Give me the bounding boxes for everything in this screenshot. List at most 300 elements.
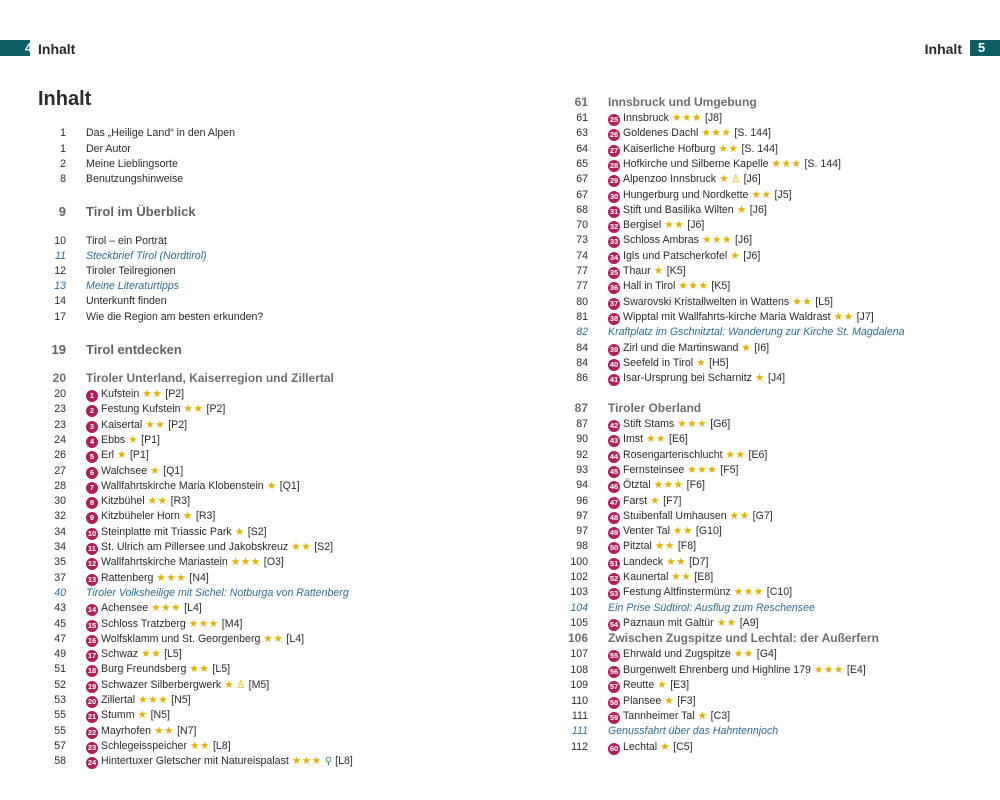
page-ref: 81 (576, 310, 588, 323)
entry-title (608, 157, 841, 172)
map-grid-ref: [L5] (212, 663, 231, 676)
page-ref: 86 (576, 372, 588, 385)
page-ref: 11 (55, 250, 66, 262)
rating-stars: ★★ (718, 142, 739, 155)
entry-label: Paznaun mit Galtür (623, 616, 714, 629)
entry-label: Tiroler Oberland (608, 401, 702, 415)
poi-number-badge: 17 (87, 651, 97, 661)
rating-stars: ★★★ (653, 479, 684, 492)
page-ref: 23 (54, 403, 66, 416)
poi-number-badge: 59 (609, 712, 619, 722)
poi-number-badge: 24 (87, 758, 97, 768)
map-grid-ref: [J6] (734, 234, 753, 247)
page-ref: 57 (54, 739, 66, 752)
entry-label: Tirol – ein Porträt (86, 235, 167, 247)
entry-title (86, 754, 353, 769)
poi-number-badge: 23 (87, 742, 97, 752)
page-ref: 87 (574, 401, 588, 415)
page-ref: 58 (54, 755, 66, 768)
entry-label: Thaur (623, 265, 651, 277)
page-ref: 34 (54, 541, 66, 553)
page-ref: 1 (60, 127, 66, 139)
rating-stars: ★★★ (701, 234, 732, 247)
entry-label: Kaisertal (101, 418, 143, 431)
page-ref: 26 (54, 449, 66, 462)
rating-stars: ★ (182, 510, 193, 523)
entry-label: Burg Freundsberg (101, 663, 187, 676)
poi-number-badge: 7 (86, 482, 98, 494)
entry-label: Burgenwelt Ehrenberg und Highline 179 (623, 664, 811, 676)
entry-title (608, 448, 767, 463)
map-grid-ref: [J8] (704, 112, 723, 124)
page-ref: 109 (570, 679, 588, 692)
poi-number-badge: 28 (609, 160, 619, 170)
entry-title (608, 95, 757, 110)
map-grid-ref: [K5] (666, 265, 686, 277)
rating-stars: ★ (116, 449, 127, 462)
entry-title (608, 494, 681, 509)
map-grid-ref: [M4] (221, 617, 243, 630)
page-ref: 105 (570, 616, 588, 629)
entry-label: Walchsee (101, 464, 148, 477)
entry-label: Tiroler Unterland, Kaiserregion und Zillertal (86, 371, 334, 385)
rating-stars: ★ (741, 341, 752, 354)
rating-stars: ★ (234, 525, 245, 538)
poi-number-badge: 3 (86, 421, 98, 433)
entry-title (608, 203, 767, 218)
map-grid-ref: [E3] (670, 679, 690, 692)
entry-title (86, 279, 179, 294)
page-ref: 23 (54, 418, 66, 431)
entry-label: Imst (623, 433, 644, 446)
entry-label: Festung Altfinstermünz (623, 586, 731, 599)
entry-title (608, 401, 701, 416)
entry-label: Meine Lieblingsorte (86, 158, 178, 170)
map-grid-ref: [G6] (710, 418, 731, 430)
rating-stars: ★★ (646, 433, 667, 446)
page-ref: 103 (570, 586, 588, 599)
page-ref: 82 (576, 326, 588, 339)
map-grid-ref: [P2] (206, 403, 226, 416)
rating-stars: ★★★ (151, 602, 182, 615)
map-grid-ref: [Q1] (163, 464, 184, 477)
entry-title (86, 617, 242, 632)
entry-label: Zwischen Zugspitze und Lechtal: der Außerfern (608, 631, 879, 646)
entry-title (86, 479, 300, 494)
entry-title (86, 387, 184, 402)
entry-label: Innsbruck und Umgebung (608, 95, 757, 109)
entry-label: Lechtal (623, 740, 658, 753)
rating-stars: ★★★ (671, 112, 702, 124)
entry-title (86, 433, 160, 448)
entry-label: Das „Heilige Land“ in den Alpen (86, 127, 235, 139)
map-grid-ref: [Q1] (279, 479, 300, 492)
entry-label: Goldenes Dachl (623, 127, 699, 140)
entry-label: Tiroler Volksheilige mit Sichel: Notburga von Rattenberg (86, 586, 349, 599)
poi-number-badge: 55 (609, 651, 619, 660)
rating-stars: ★★★ (813, 664, 844, 676)
entry-title (608, 678, 689, 693)
entry-label: Kaunertal (623, 571, 669, 583)
rating-stars: ★ (137, 709, 148, 722)
page-ref: 12 (54, 265, 66, 277)
page-ref: 96 (576, 494, 588, 507)
entry-label: Tiroler Teilregionen (86, 265, 176, 277)
map-grid-ref: [A9] (739, 616, 759, 629)
page-ref: 65 (576, 157, 588, 170)
page-ref: 111 (571, 725, 588, 738)
map-grid-ref: [J7] (856, 310, 874, 323)
entry-title (608, 616, 759, 631)
right-page (500, 0, 1000, 800)
rating-stars: ★★ (666, 555, 687, 568)
entry-label: Schwaz (101, 648, 139, 661)
entry-title (608, 509, 773, 524)
entry-title (86, 126, 235, 141)
poi-number-badge: 9 (86, 512, 98, 524)
entry-label: Wipptal mit Wallfahrts-kirche Maria Waldrast (623, 310, 831, 323)
rating-stars: ★★★ (733, 586, 764, 599)
poi-number-badge: 21 (87, 712, 97, 722)
page-ref: 67 (576, 173, 588, 186)
entry-title (86, 157, 178, 172)
map-grid-ref: [S2] (314, 541, 334, 553)
entry-title (86, 204, 196, 219)
poi-number-badge: 6 (86, 467, 98, 479)
entry-label: Benutzungshinweise (86, 173, 184, 185)
rating-stars: ★★ (725, 448, 746, 461)
poi-number-badge: 26 (609, 130, 619, 140)
rating-stars: ★★ (716, 616, 737, 629)
poi-number-badge: 33 (609, 237, 619, 247)
poi-number-badge: 57 (609, 682, 619, 692)
poi-number-badge: 13 (87, 574, 97, 584)
rating-stars: ★ (657, 679, 668, 692)
entry-label: Hintertuxer Gletscher mit Natureispalast (101, 755, 289, 768)
page-ref: 80 (576, 295, 588, 308)
map-grid-ref: [E4] (846, 664, 866, 676)
map-grid-ref: [N4] (189, 571, 209, 584)
page-ref: 14 (54, 295, 66, 307)
entry-title (86, 418, 187, 433)
map-grid-ref: [S. 144] (804, 157, 841, 170)
poi-number-badge: 36 (609, 283, 619, 293)
poi-number-badge: 29 (609, 176, 619, 186)
poi-number-badge: 51 (609, 558, 619, 568)
map-grid-ref: [O3] (263, 556, 284, 569)
map-grid-ref: [E6] (669, 433, 688, 446)
page-ref: 30 (54, 495, 66, 508)
entry-title (86, 509, 215, 524)
entry-title (608, 432, 688, 447)
rating-stars: ★ (664, 694, 675, 707)
entry-title (86, 249, 207, 264)
map-grid-ref: [F6] (686, 479, 705, 492)
map-grid-ref: [G4] (756, 648, 777, 660)
poi-number-badge: 11 (86, 543, 98, 555)
entry-title (86, 172, 183, 187)
page-ref: 70 (576, 219, 588, 232)
rating-stars: ★★ (664, 219, 685, 232)
page-ref: 104 (570, 601, 588, 614)
page-ref: 111 (571, 709, 588, 722)
entry-label: Stift und Basilika Wilten (623, 203, 734, 216)
entry-title (86, 540, 333, 555)
entry-label: Ein Prise Südtirol: Ausflug zum Reschensee (608, 601, 815, 614)
poi-number-badge: 31 (609, 206, 619, 216)
entry-label: Kaiserliche Hofburg (623, 142, 716, 155)
map-grid-ref: [L8] (335, 755, 353, 768)
entry-title (86, 142, 131, 157)
page-ref: 55 (54, 709, 66, 722)
rating-stars: ★★★ (230, 556, 261, 569)
entry-label: Ötztal (623, 479, 651, 492)
poi-number-badge: 53 (609, 589, 619, 599)
entry-title (86, 739, 231, 754)
poi-number-badge: 49 (609, 528, 619, 538)
entry-title (86, 555, 284, 570)
entry-title (608, 663, 866, 678)
map-grid-ref: [F5] (720, 463, 739, 476)
page-ref: 40 (54, 586, 66, 599)
entry-title (608, 631, 879, 646)
page-ref: 77 (576, 265, 588, 277)
page-ref: 61 (574, 95, 588, 109)
rating-stars: ★ (696, 356, 707, 369)
poi-number-badge: 10 (87, 528, 97, 538)
entry-label: Schloss Ambras (623, 234, 699, 247)
map-grid-ref: [G7] (752, 509, 773, 522)
rating-stars: ★★ (154, 724, 175, 737)
rating-stars: ★★ (147, 495, 168, 508)
rating-stars: ★★ (141, 648, 162, 661)
entry-label: Isar-Ursprung bei Scharnitz (623, 372, 752, 385)
entry-label: Landeck (623, 555, 664, 568)
poi-number-badge: 52 (609, 574, 619, 583)
entry-title (608, 233, 752, 248)
poi-number-badge: 1 (86, 390, 98, 402)
entry-title (608, 295, 833, 310)
entry-title (608, 524, 722, 539)
page-ref: 90 (576, 433, 588, 446)
poi-number-badge: 56 (609, 667, 619, 676)
entry-title (86, 525, 267, 540)
map-grid-ref: [J6] (743, 173, 761, 186)
map-grid-ref: [G10] (695, 525, 722, 538)
map-grid-ref: [J5] (774, 188, 792, 201)
entry-title (608, 142, 778, 157)
entry-label: Tirol entdecken (86, 342, 182, 357)
entry-label: Seefeld in Tirol (623, 356, 694, 369)
entry-title (608, 371, 785, 386)
entry-label: Wolfsklamm und St. Georgenberg (101, 632, 261, 645)
poi-number-badge: 43 (609, 436, 619, 446)
entry-title (608, 249, 760, 264)
entry-label: Venter Tal (623, 525, 670, 538)
page-ref: 92 (576, 448, 588, 461)
rating-stars: ★ (660, 740, 671, 753)
page-ref: 94 (576, 479, 588, 492)
entry-label: Achensee (101, 602, 149, 615)
poi-number-badge: 34 (609, 252, 619, 262)
entry-label: Erl (101, 449, 114, 462)
entry-title (86, 342, 182, 357)
page-ref: 107 (570, 648, 588, 660)
map-grid-ref: [R3] (170, 495, 191, 508)
poi-number-badge: 40 (609, 359, 619, 369)
map-grid-ref: [K5] (711, 280, 731, 293)
entry-label: Rattenberg (101, 571, 154, 584)
entry-title (608, 310, 874, 325)
page-ref: 87 (576, 418, 588, 430)
page-ref: 17 (54, 311, 66, 323)
page-ref: 106 (567, 631, 588, 646)
poi-number-badge: 5 (86, 451, 98, 463)
page-ref: 110 (571, 694, 588, 707)
running-head-left: Inhalt (38, 41, 76, 57)
page-ref: 84 (576, 356, 588, 369)
entry-title (608, 325, 905, 340)
entry-title (86, 464, 183, 479)
page-ref: 9 (58, 204, 66, 219)
poi-number-badge: 27 (609, 145, 619, 155)
page-ref: 74 (576, 249, 588, 262)
rating-stars: ★★★ (677, 418, 708, 430)
map-grid-ref: [I6] (754, 341, 770, 354)
entry-label: Fernsteinsee (623, 463, 685, 476)
map-grid-ref: [N5] (150, 709, 170, 722)
poi-number-badge: 54 (609, 619, 619, 629)
entry-label: Ehrwald und Zugspitze (623, 648, 731, 660)
map-grid-ref: [F3] (677, 694, 696, 707)
page-ref: 73 (576, 234, 588, 247)
rating-stars: ★★ (792, 295, 813, 308)
entry-label: Kufstein (101, 388, 140, 400)
rating-stars: ★ (736, 203, 747, 216)
page-ref: 47 (54, 632, 66, 645)
entry-label: Steinplatte mit Triassic Park (101, 525, 232, 538)
entry-label: Alpenzoo Innsbruck (623, 173, 717, 186)
entry-label: Der Autor (86, 143, 131, 155)
entry-title (86, 724, 197, 739)
entry-title (608, 555, 709, 570)
rating-stars: ★★ (189, 739, 210, 752)
poi-number-badge: 14 (87, 605, 97, 615)
entry-label: Wie die Region am besten erkunden? (86, 311, 264, 323)
entry-title (86, 234, 167, 249)
rating-stars: ★ (128, 433, 139, 446)
entry-title (86, 632, 304, 647)
entry-label: Kitzbühel (101, 495, 145, 508)
rating-stars: ★★★ (771, 157, 802, 170)
map-grid-ref: [R3] (195, 510, 216, 523)
entry-title (86, 571, 209, 586)
entry-title (86, 601, 202, 616)
rating-stars: ★★★ (687, 463, 718, 476)
rating-stars: ★★ (729, 509, 750, 522)
rating-stars: ★ (754, 372, 765, 385)
poi-number-badge: 48 (609, 512, 619, 522)
page-number-right: 5 (978, 40, 986, 55)
map-grid-ref: [J6] (743, 249, 761, 262)
page-ref: 53 (54, 694, 66, 706)
poi-number-badge: 38 (609, 313, 619, 323)
entry-title (608, 417, 730, 432)
poi-number-badge: 25 (609, 115, 619, 124)
rating-stars: ★ (730, 249, 741, 262)
poi-number-badge: 37 (609, 298, 619, 308)
entry-title (608, 570, 713, 585)
poi-number-badge: 45 (609, 466, 619, 476)
page-ref: 35 (54, 556, 66, 569)
entry-title (608, 709, 730, 724)
page-ref: 43 (54, 602, 66, 615)
page-ref: 49 (54, 648, 66, 661)
poi-number-badge: 22 (87, 727, 97, 737)
page-ref: 1 (60, 143, 66, 155)
entry-title (608, 188, 792, 203)
rating-stars: ★★ (142, 388, 163, 400)
entry-title (86, 264, 176, 279)
entry-label: Stuibenfall Umhausen (623, 509, 727, 522)
entry-label: Reutte (623, 679, 655, 692)
entry-label: Festung Kufstein (101, 403, 181, 416)
poi-number-badge: 4 (86, 436, 98, 448)
page-ref: 8 (60, 173, 66, 185)
rating-stars: ★★ (145, 418, 166, 431)
page-ref: 24 (54, 433, 66, 446)
entry-title (86, 494, 190, 509)
entry-title (608, 647, 777, 662)
entry-title (608, 279, 730, 294)
page-ref: 45 (54, 617, 66, 630)
map-grid-ref: [N5] (171, 694, 191, 706)
entry-title (86, 586, 349, 601)
entry-title (86, 402, 225, 417)
entry-label: Pitztal (623, 540, 652, 553)
entry-label: Stift Stams (623, 418, 675, 430)
rating-stars: ★★ (833, 310, 854, 323)
rating-stars: ★ (653, 265, 664, 277)
page-ref: 112 (571, 740, 588, 753)
entry-title (608, 111, 722, 126)
map-grid-ref: [L5] (164, 648, 182, 661)
rating-stars: ★★★ (138, 694, 169, 706)
poi-number-badge: 60 (609, 743, 619, 753)
rating-stars: ★★★ (188, 617, 219, 630)
entry-label: Schwazer Silberbergwerk (101, 678, 222, 691)
map-grid-ref: [P2] (168, 418, 188, 431)
page-ref: 77 (576, 280, 588, 293)
entry-title (86, 693, 191, 708)
map-grid-ref: [E8] (694, 571, 714, 583)
poi-number-badge: 20 (87, 697, 97, 706)
entry-label: Hungerburg und Nordkette (623, 188, 749, 201)
entry-title (86, 678, 269, 693)
toc-title: Inhalt (38, 88, 92, 110)
rating-stars: ★★ (263, 632, 284, 645)
rating-stars: ★★ (291, 541, 312, 553)
map-grid-ref: [L4] (286, 632, 305, 645)
map-grid-ref: [S. 144] (734, 127, 771, 140)
entry-title (608, 539, 696, 554)
entry-label: Unterkunft finden (86, 295, 167, 307)
poi-number-badge: 12 (87, 559, 97, 569)
map-grid-ref: [P2] (165, 388, 185, 400)
entry-title (608, 740, 693, 755)
entry-title (86, 310, 263, 325)
poi-number-badge: 2 (86, 405, 98, 417)
